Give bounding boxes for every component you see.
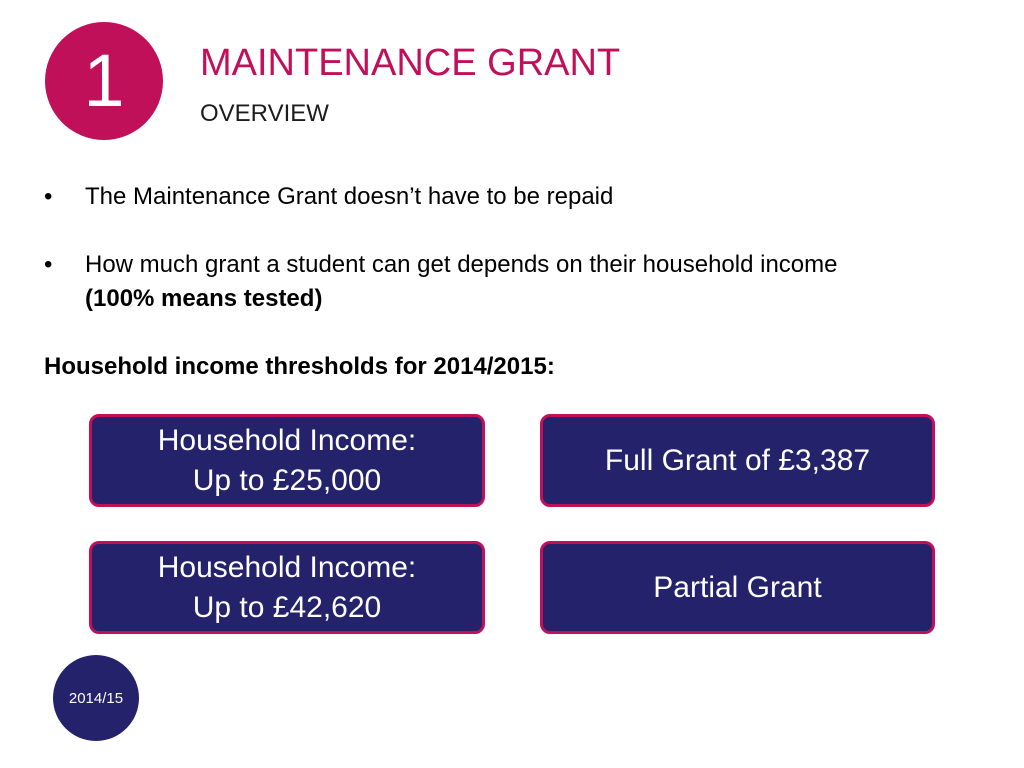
income-label: Household Income:: [157, 423, 417, 457]
bullet-list: [44, 180, 904, 350]
year-badge: [53, 655, 139, 741]
bullet-item: [44, 180, 904, 214]
grant-text: Full Grant of £3,387: [604, 443, 871, 477]
income-threshold-box: [89, 541, 485, 634]
bullet-item: [44, 248, 904, 316]
bullet-text: The Maintenance Grant doesn’t have to be repaid: [85, 183, 614, 210]
grant-amount-box: [540, 541, 935, 634]
grant-amount-box: [540, 414, 935, 507]
section-number-badge: [45, 22, 163, 140]
page-subtitle: OVERVIEW: [200, 100, 329, 127]
income-value: Up to £42,620: [192, 590, 382, 624]
bullet-text: How much grant a student can get depends on their household income: [85, 251, 838, 278]
bullet-bold-text: (100% means tested): [85, 285, 323, 312]
grant-text: Partial Grant: [653, 570, 822, 604]
bullet-marker: •: [44, 183, 53, 210]
income-threshold-box: [89, 414, 485, 507]
thresholds-heading: Household income thresholds for 2014/2015:: [44, 353, 555, 380]
income-value: Up to £25,000: [192, 463, 382, 497]
section-number: 1: [83, 39, 125, 122]
page-title: MAINTENANCE GRANT: [200, 42, 621, 84]
income-label: Household Income:: [157, 550, 417, 584]
year-badge-text: 2014/15: [68, 689, 124, 707]
bullet-marker: •: [44, 251, 53, 278]
